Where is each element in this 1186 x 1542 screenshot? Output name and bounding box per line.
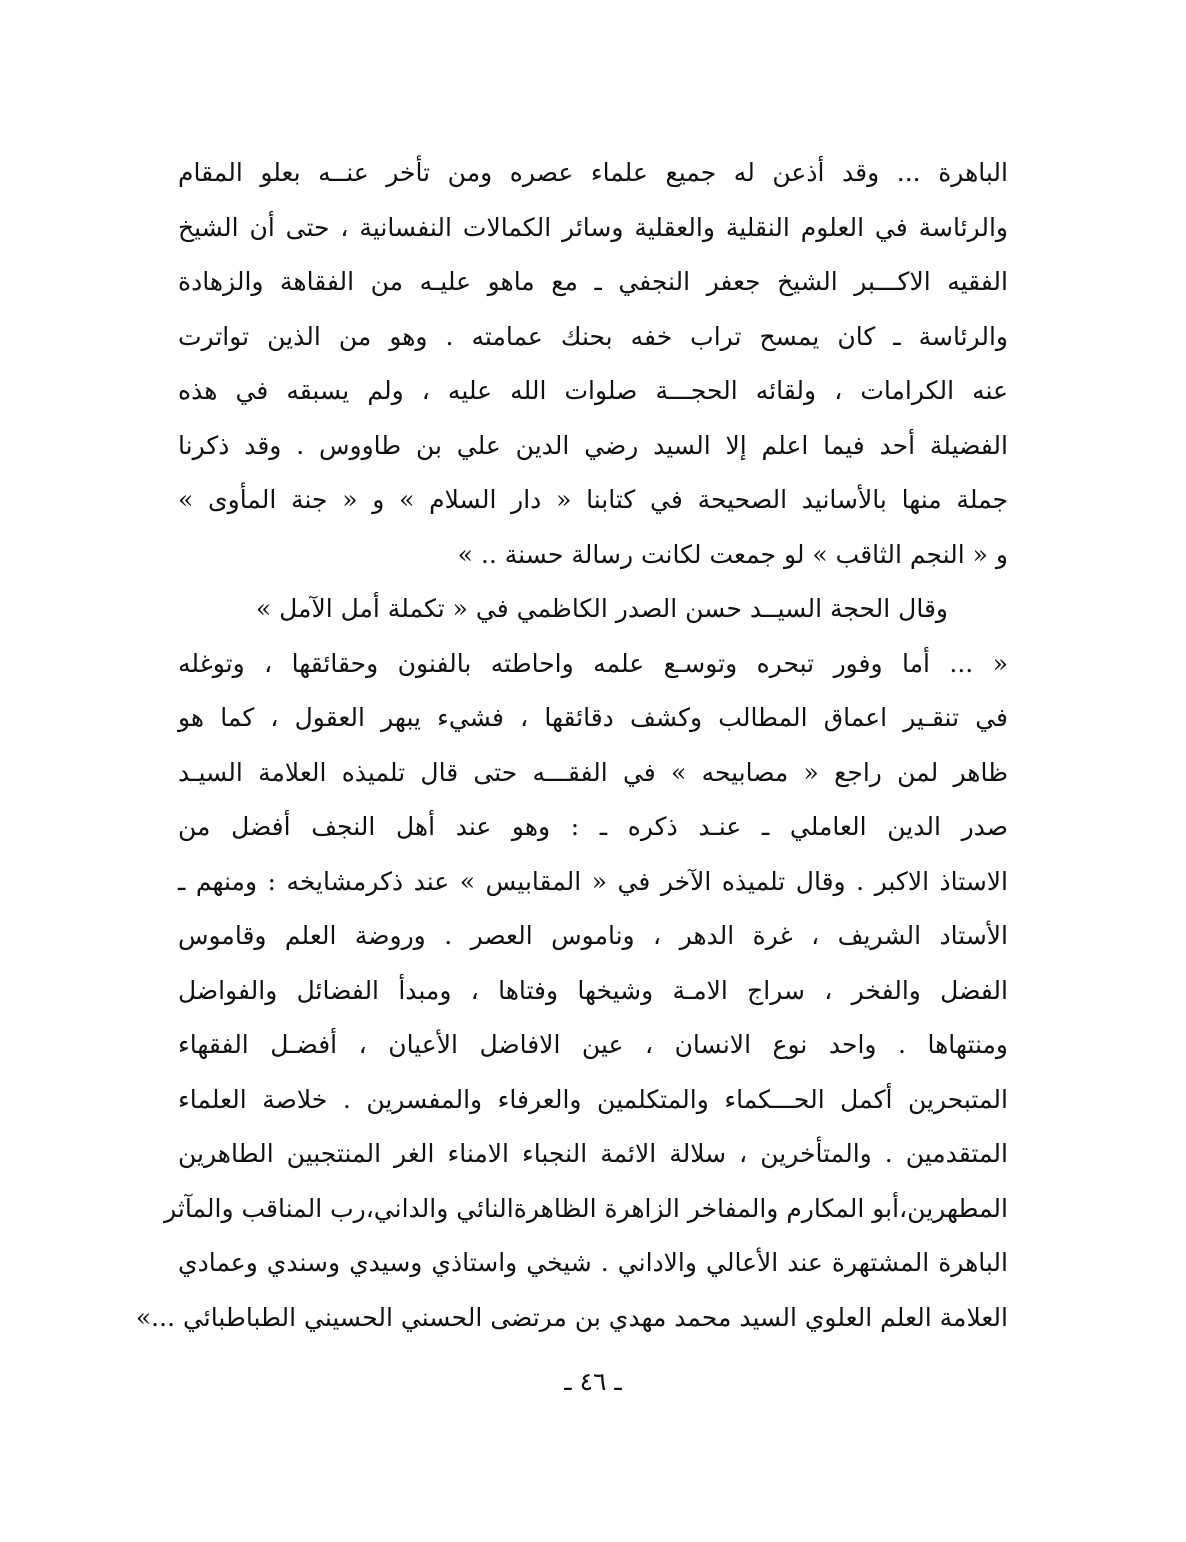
text-line: والرئاسة ـ كان يمسح تراب خفه بحنك عمامته . وهو من الذين تواترت: [178, 321, 1008, 351]
text-line: الفقيه الاكـــبر الشيخ جعفر النجفي ـ مع ماهو عليـه من الفقاهة والزهادة: [178, 267, 1008, 296]
text-line: الفضيلة أحد فيما اعلم إلا السيد رضي الدين علي بن طاووس . وقد ذكرنا: [178, 430, 1008, 460]
body-text: [135, 146, 1008, 1345]
text-line: جملة منها بالأسانيد الصحيحة في كتابنا « دار السلام » و « جنة المأوى »: [178, 485, 1008, 514]
page-number: ـ ٤٦ ـ: [564, 1367, 622, 1396]
text-line: والرئاسة في العلوم النقلية والعقلية وسائر الكمالات النفسانية ، حتى أن الشيخ: [178, 212, 1008, 242]
quote-intro-line: وقال الحجة السيــد حسن الصدر الكاظمي في « تكملة أمل الآمل »: [255, 594, 948, 623]
paragraph-end-line: و « النجم الثاقب » لو جمعت لكانت رسالة حسنة .. »: [457, 539, 1008, 569]
text-line: « ... أما وفور تبحره وتوسـع علمه واحاطته بالفنون وحقائقها ، وتوغله: [178, 648, 1008, 678]
text-line: الباهرة المشتهرة عند الأعالي والاداني . شيخي واستاذي وسيدي وسندي وعمادي: [178, 1248, 1008, 1277]
text-line: الاستاذ الاكبر . وقال تلميذه الآخر في « المقابيس » عند ذكرمشايخه : ومنهم ـ: [178, 866, 1008, 896]
text-line: المتبحرين أكمل الحـــكماء والمتكلمين والعرفاء والمفسرين . خلاصة العلماء: [178, 1084, 1008, 1114]
text-line: ظاهر لمن راجع « مصابيحه » في الفقـــه حتى قال تلميذه العلامة السيـد: [178, 757, 1008, 787]
text-line: المتقدمين . والمتأخرين ، سلالة الائمة النجباء الامناء الغر المنتجبين الطاهرين: [178, 1139, 1008, 1168]
text-line: الباهرة ... وقد أذعن له جميع علماء عصره ومن تأخر عنــه بعلو المقام: [178, 158, 1008, 187]
text-line: الفضل والفخر ، سراج الامـة وشيخها وفتاها ، ومبدأ الفضائل والفواضل: [178, 975, 1008, 1005]
text-line: صدر الدين العاملي ـ عنـد ذكره ـ : وهو عند أهل النجف أفضل من: [178, 812, 1008, 841]
text-line: المطهرين،أبو المكارم والمفاخر الزاهرة الظاهرةالنائي والداني،رب المناقب والمآثر: [164, 1193, 1008, 1223]
text-line: العلامة العلم العلوي السيد محمد مهدي بن مرتضى الحسني الحسيني الطباطبائي ...»: [135, 1302, 1008, 1332]
text-line: ومنتهاها . واحد نوع الانسان ، عين الافاضل الأعيان ، أفضـل الفقهاء: [178, 1030, 1008, 1059]
text-line: عنه الكرامات ، ولقائه الحجـــة صلوات الله عليه ، ولم يسبقه في هذه: [178, 376, 1008, 405]
text-line: الأستاد الشريف ، غرة الدهر ، وناموس العصر . وروضة العلم وقاموس: [178, 921, 1008, 950]
text-line: في تنقـير اعماق المطالب وكشف دقائقها ، فشيء يبهر العقول ، كما هو: [178, 703, 1008, 732]
